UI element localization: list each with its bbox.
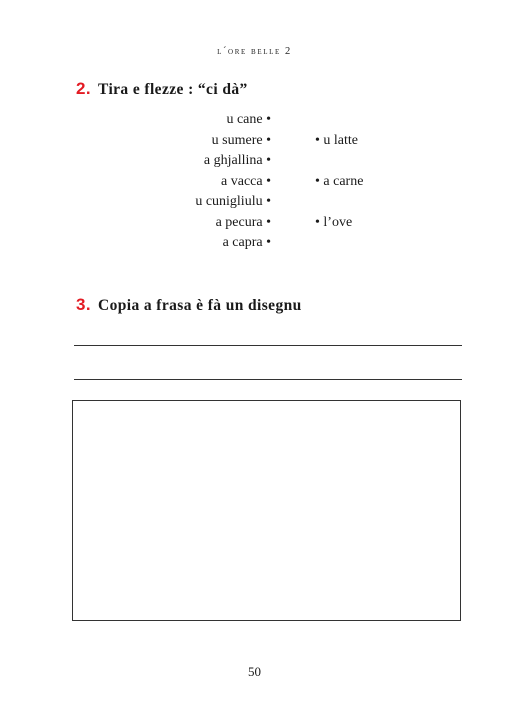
page-number: 50 [248,664,261,679]
exercise-3-heading [76,295,302,315]
match-left-item[interactable]: u sumere • [211,133,271,148]
exercise-2-heading [76,79,248,99]
exercise-3-number: 3. [76,295,91,314]
match-right-item[interactable]: • l’ove [315,215,353,230]
match-left-item[interactable]: a capra • [222,235,271,250]
writing-line-1[interactable] [74,345,462,346]
match-right-item[interactable]: • a carne [315,174,364,189]
drawing-box[interactable] [72,400,461,621]
match-left-item[interactable]: a pecura • [215,215,271,230]
writing-line-2[interactable] [74,379,462,380]
exercise-3-title: Copia a frasa è fà un disegnu [97,297,302,314]
exercise-2-title: Tira e flezze : “ci dà” [97,81,248,98]
running-header: l´ore belle 2 [217,46,292,57]
match-left-item[interactable]: u cunigliulu • [195,194,271,209]
match-left-item[interactable]: a ghjallina • [203,153,271,168]
match-left-item[interactable]: u cane • [226,112,271,127]
exercise-2-number: 2. [76,79,91,98]
match-left-item[interactable]: a vacca • [221,174,271,189]
match-right-item[interactable]: • u latte [315,133,358,148]
